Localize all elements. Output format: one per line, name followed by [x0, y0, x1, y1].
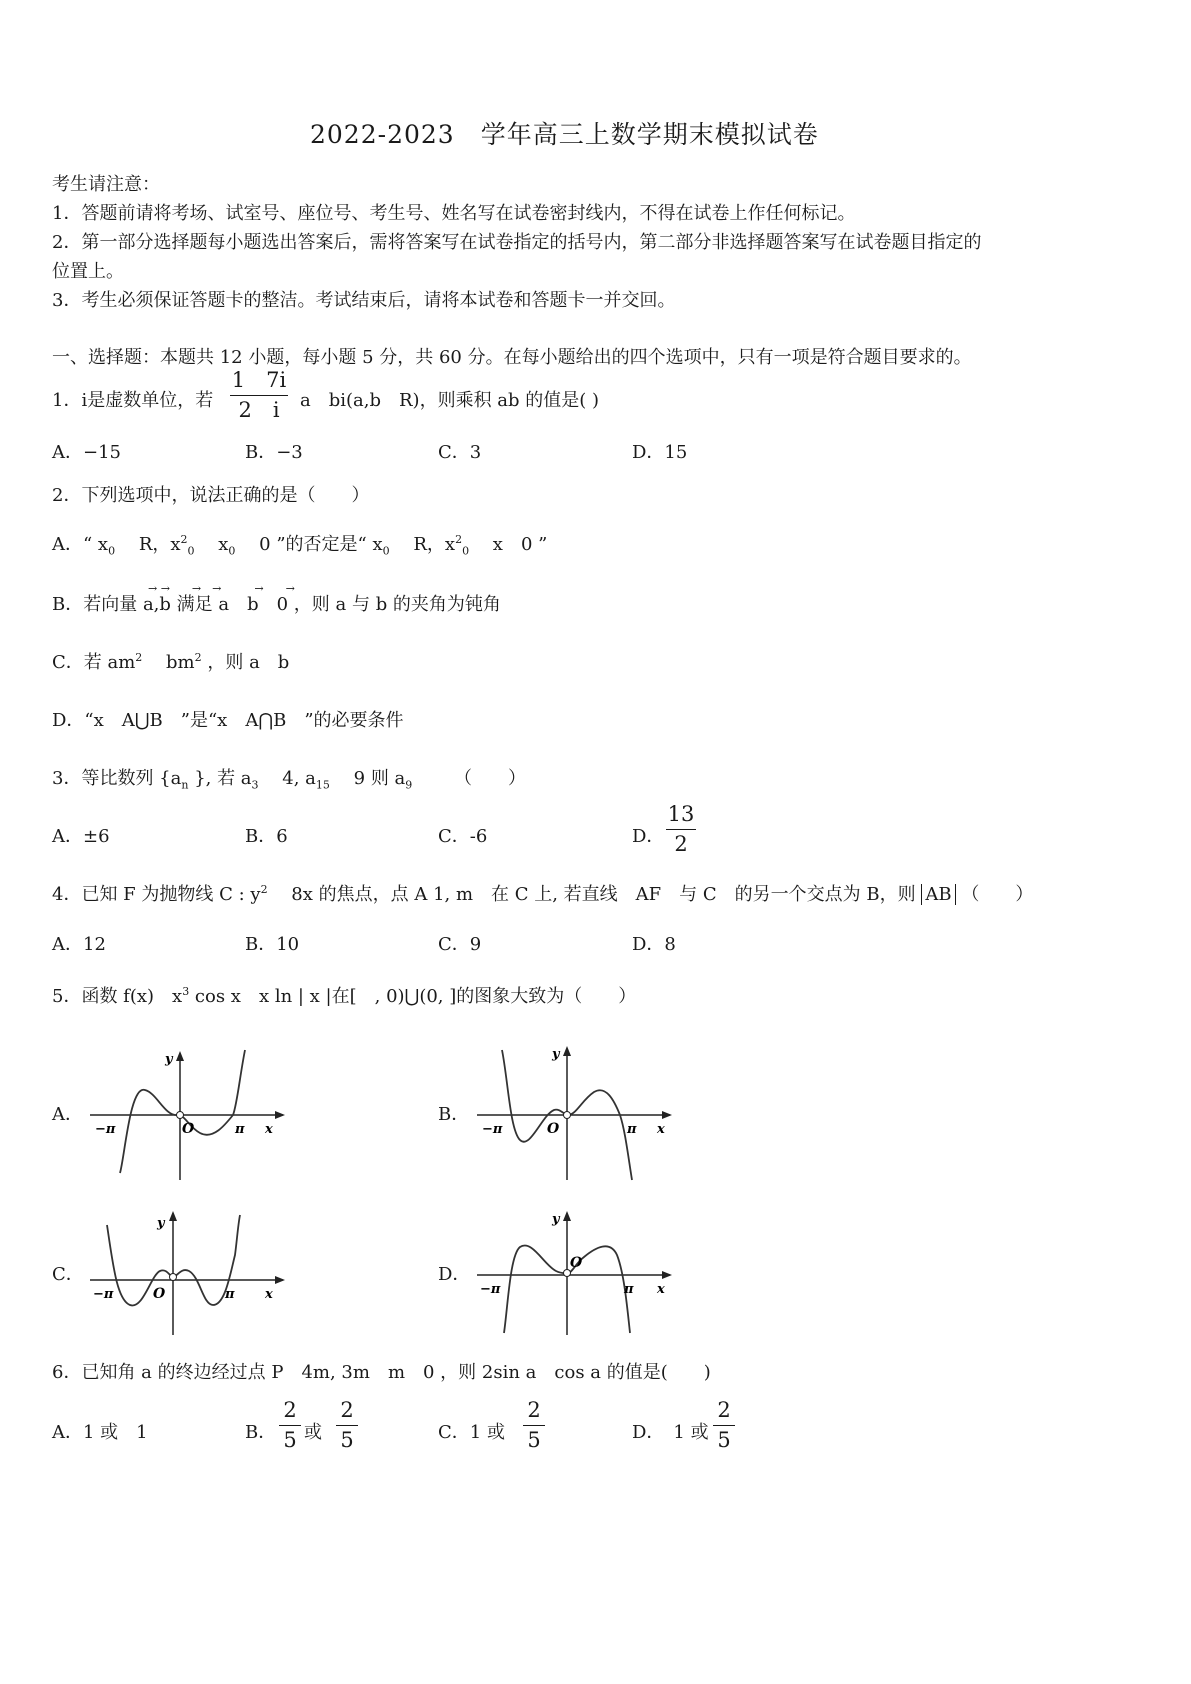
- frac-denominator: 5: [527, 1428, 541, 1452]
- x-axis-arrow-icon: [275, 1111, 285, 1119]
- frac-denominator: 5: [340, 1428, 354, 1452]
- origin-label: O: [182, 1121, 195, 1137]
- q2-c-part: ，则 a b: [207, 652, 290, 673]
- x-axis-arrow-icon: [275, 1276, 285, 1284]
- q3-d-denominator: 2: [674, 832, 688, 856]
- q2-a-sub: 0: [462, 544, 470, 558]
- q2-stem: 2．下列选项中，说法正确的是（ ）: [52, 485, 370, 506]
- y-label: y: [552, 1212, 560, 1227]
- q3-option-d-label: D．: [632, 826, 665, 847]
- q4-abs-ab: AB: [921, 884, 955, 905]
- q1-numerator: 1 7i: [231, 368, 287, 392]
- q2-a-sub: 0: [382, 544, 390, 558]
- pi-label: π: [627, 1122, 637, 1137]
- q6-option-b-mid: 或: [304, 1422, 322, 1443]
- q4-option-d: D．8: [632, 934, 676, 955]
- origin-hole: [170, 1274, 177, 1281]
- q3-option-a: A．±6: [52, 826, 110, 847]
- q5-option-d-label: D．: [438, 1264, 471, 1285]
- neg-pi-label: −π: [95, 1122, 116, 1137]
- q3-sub: 3: [251, 778, 259, 792]
- frac-denominator: 5: [717, 1428, 731, 1452]
- q1-option-b: B．−3: [245, 442, 303, 463]
- q2-a-part: 0 ”的否定是“ x: [259, 534, 383, 555]
- q5-part: cos x x ln | x |在[ , 0)⋃(0, ]的图象大致为（ ）: [194, 986, 637, 1007]
- notice-item-2-cont: 位置上。: [52, 261, 124, 282]
- y-label: y: [165, 1052, 173, 1067]
- q3-part: 3．等比数列 {a: [52, 768, 182, 789]
- pi-label: π: [235, 1122, 245, 1137]
- q2-a-part: x 0 ”: [492, 534, 548, 555]
- q2-a-sub: 0: [228, 544, 236, 558]
- curve: [120, 1050, 245, 1173]
- neg-pi-label: −π: [480, 1282, 501, 1297]
- q1-stem-pre: 1．i是虚数单位，若: [52, 390, 214, 411]
- y-axis-arrow-icon: [563, 1046, 571, 1056]
- neg-pi-label: −π: [93, 1287, 114, 1302]
- q3-option-d-fraction: [666, 804, 696, 855]
- q2-b-vector-arrows: → → → → → →: [148, 582, 295, 595]
- x-label: x: [265, 1287, 273, 1302]
- q4-option-b: B．10: [245, 934, 300, 955]
- fraction-bar: [279, 1425, 301, 1426]
- frac-denominator: 5: [283, 1428, 297, 1452]
- q4-part: 8x 的焦点，点 A 1, m 在 C 上, 若直线 AF 与 C 的另一个交点为 B，则: [291, 884, 916, 905]
- q6-d-fraction: [713, 1400, 735, 1451]
- q2-c-part: bm: [166, 652, 195, 673]
- x-label: x: [265, 1122, 273, 1137]
- q1-denominator: 2 i: [238, 398, 280, 422]
- notice-item-1: 1．答题前请将考场、试室号、座位号、考生号、姓名写在试卷密封线内，不得在试卷上作任何标记。: [52, 203, 856, 224]
- q1-option-d: D．15: [632, 442, 688, 463]
- q3-option-b: B．6: [245, 826, 288, 847]
- q2-a-sup: 2: [455, 533, 463, 546]
- q5-option-c-label: C．: [52, 1264, 84, 1285]
- q5-graph-a: [85, 1045, 295, 1185]
- origin-label: O: [570, 1255, 583, 1271]
- q6-c-fraction: [523, 1400, 545, 1451]
- origin-hole: [564, 1112, 571, 1119]
- q6-stem: 6．已知角 a 的终边经过点 P 4m, 3m m 0 ，则 2sin a cos a 的值是( ): [52, 1362, 711, 1383]
- q5-graph-c: [85, 1205, 295, 1340]
- q1-option-c: C．3: [438, 442, 482, 463]
- frac-numerator: 2: [283, 1398, 297, 1422]
- q2-a-sub: 0: [108, 544, 116, 558]
- q2-a-part: R，x: [413, 534, 456, 555]
- origin-hole: [177, 1112, 184, 1119]
- q3-option-c: C．-6: [438, 826, 488, 847]
- y-axis-arrow-icon: [169, 1211, 177, 1221]
- q2-option-a: [52, 530, 547, 558]
- q5-part: 5．函数 f(x) x: [52, 986, 183, 1007]
- q3-part: 4, a: [282, 768, 316, 789]
- fraction-bar: [666, 829, 696, 830]
- q2-c-sup: 2: [194, 651, 202, 664]
- fraction-bar: [230, 395, 288, 396]
- q4-sup: 2: [260, 883, 268, 896]
- notice-heading: 考生请注意：: [52, 174, 160, 195]
- q6-option-a: A．1 或 1: [52, 1422, 148, 1443]
- fraction-bar: [336, 1425, 358, 1426]
- x-label: x: [657, 1122, 665, 1137]
- section-heading: 一、选择题：本题共 12 小题，每小题 5 分，共 60 分。在每小题给出的四个选项中，只有一项是符合题目要求的。: [52, 347, 972, 368]
- q4-option-c: C．9: [438, 934, 482, 955]
- q1-option-a: A．−15: [52, 442, 121, 463]
- y-axis-arrow-icon: [563, 1211, 571, 1221]
- x-axis-arrow-icon: [662, 1271, 672, 1279]
- q2-a-sub: 0: [187, 544, 195, 558]
- q6-option-b-label: B．: [245, 1422, 277, 1443]
- q2-c-sup: 2: [135, 651, 143, 664]
- q2-a-part: R，x: [138, 534, 181, 555]
- q6-b-fraction-2: [336, 1400, 358, 1451]
- origin-label: O: [153, 1286, 166, 1302]
- origin-label: O: [547, 1121, 560, 1137]
- pi-label: π: [225, 1287, 235, 1302]
- q6-option-c-label: C．1 或: [438, 1422, 505, 1443]
- q3-sub: 15: [315, 778, 330, 792]
- q2-a-sup: 2: [180, 533, 188, 546]
- q1-fraction: [230, 370, 288, 421]
- pi-label: π: [624, 1282, 634, 1297]
- frac-numerator: 2: [717, 1398, 731, 1422]
- frac-numerator: 2: [340, 1398, 354, 1422]
- q4-part: 4．已知 F 为抛物线 C : y: [52, 884, 261, 905]
- q2-option-b: B．若向量 a,b 满足 a b 0 ，则 a 与 b 的夹角为钝角: [52, 594, 501, 615]
- q2-option-d: D．“x A⋃B ”是“x A⋂B ”的必要条件: [52, 710, 404, 731]
- frac-numerator: 2: [527, 1398, 541, 1422]
- q6-b-fraction-1: [279, 1400, 301, 1451]
- x-axis-arrow-icon: [662, 1111, 672, 1119]
- q3-sub: 9: [405, 778, 413, 792]
- fraction-bar: [523, 1425, 545, 1426]
- y-label: y: [552, 1047, 560, 1062]
- y-label: y: [157, 1216, 165, 1231]
- q5-option-b-label: B．: [438, 1104, 470, 1125]
- q3-part: （ ）: [454, 768, 527, 789]
- neg-pi-label: −π: [482, 1122, 503, 1137]
- q2-option-c: [52, 648, 289, 674]
- q5-sup: 3: [182, 985, 190, 998]
- q3-part: 9 则 a: [353, 768, 406, 789]
- q2-c-part: C．若 am: [52, 652, 136, 673]
- q4-stem: [52, 880, 1033, 906]
- page-title: 2022-2023 学年高三上数学期末模拟试卷: [310, 120, 819, 149]
- notice-item-3: 3．考生必须保证答题卡的整洁。考试结束后，请将本试卷和答题卡一并交回。: [52, 290, 676, 311]
- fraction-bar: [713, 1425, 735, 1426]
- q6-option-d-label: D． 1 或: [632, 1422, 709, 1443]
- q5-graph-b: [472, 1040, 682, 1185]
- q4-option-a: A．12: [52, 934, 106, 955]
- notice-item-2: 2．第一部分选择题每小题选出答案后，需将答案写在试卷指定的括号内，第二部分非选择题答案写在试卷题目指定的: [52, 232, 982, 253]
- q2-a-part: x: [218, 534, 229, 555]
- y-axis-arrow-icon: [176, 1051, 184, 1061]
- q5-option-a-label: A．: [52, 1104, 83, 1125]
- q4-part: （ ）: [961, 884, 1034, 905]
- q3-sub: n: [181, 778, 189, 792]
- q5-graph-d: [472, 1205, 682, 1340]
- x-label: x: [657, 1282, 665, 1297]
- q2-a-part: A．“ x: [52, 534, 109, 555]
- q3-d-numerator: 13: [667, 802, 695, 826]
- q3-part: }, 若 a: [194, 768, 252, 789]
- q5-stem: [52, 982, 636, 1008]
- q3-stem: [52, 764, 526, 792]
- q1-stem-post: a bi(a,b R)，则乘积 ab 的值是( ): [300, 390, 600, 411]
